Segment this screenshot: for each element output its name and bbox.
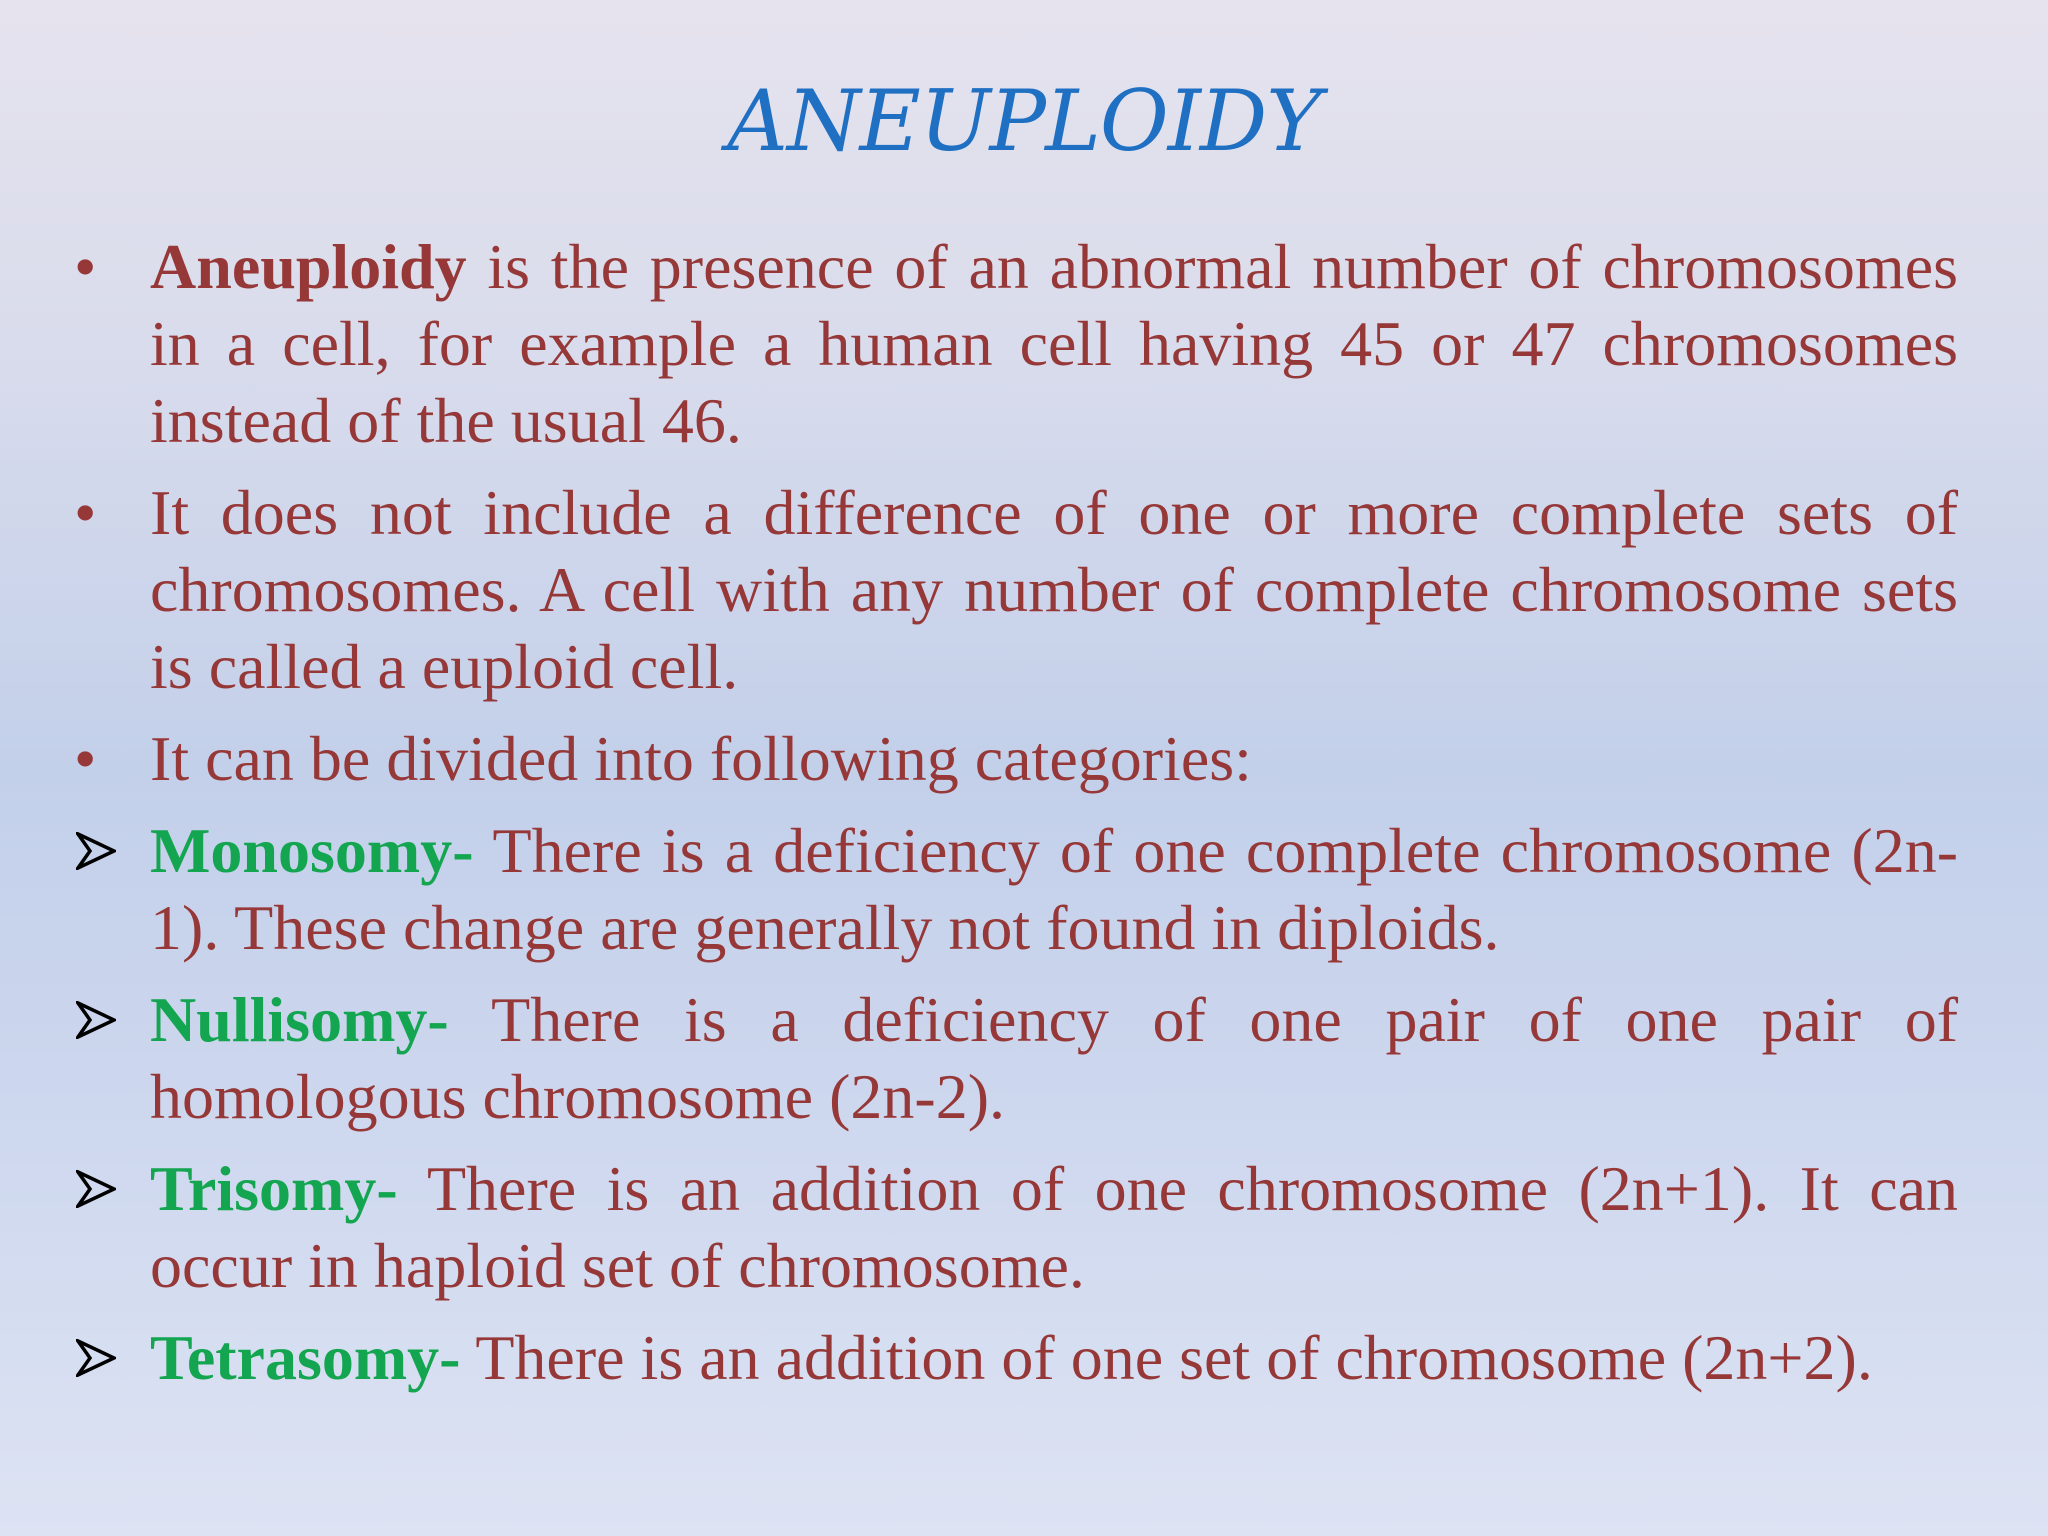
bullet-text: It does not include a difference of one or more complete sets of chromosomes. A cell with any number of complete chromosome sets is called a euploid cell. [150, 477, 1958, 702]
round-bullet-icon: • [74, 477, 97, 548]
category-term: Trisomy- [150, 1153, 398, 1224]
round-bullet-icon: • [74, 723, 97, 794]
bullet-term: Aneuploidy [150, 231, 467, 302]
round-bullet-icon: • [74, 231, 97, 302]
bullet-item [70, 228, 1958, 459]
slide-title: ANEUPLOIDY [727, 72, 1321, 170]
arrowhead-bullet-icon [76, 1170, 116, 1208]
bullet-text: It can be divided into following categories: [150, 723, 1252, 794]
arrowhead-bullet-icon [76, 1339, 116, 1377]
category-text: There is a deficiency of one pair of one pair of homologous chromosome (2n-2). [150, 984, 1958, 1132]
arrowhead-bullet-icon [76, 832, 116, 870]
category-item [70, 981, 1958, 1135]
category-term: Monosomy- [150, 815, 474, 886]
category-item [70, 1319, 1958, 1396]
bullet-item [70, 720, 1958, 797]
category-term: Tetrasomy- [150, 1322, 461, 1393]
bullet-text: is the presence of an abnormal number of chromosomes in a cell, for example a human cell having 45 or 47 chromosomes instead of the usual 46. [150, 231, 1958, 456]
category-term: Nullisomy- [150, 984, 449, 1055]
bullet-item [70, 474, 1958, 705]
category-text: There is an addition of one set of chromosome (2n+2). [460, 1322, 1873, 1393]
category-text: There is a deficiency of one complete chromosome (2n-1). These change are generally not found in diploids. [150, 815, 1958, 963]
slide-body [70, 228, 1958, 1411]
category-item [70, 812, 1958, 966]
category-text: There is an addition of one chromosome (2n+1). It can occur in haploid set of chromosome. [150, 1153, 1958, 1301]
arrowhead-bullet-icon [76, 1001, 116, 1039]
category-item [70, 1150, 1958, 1304]
